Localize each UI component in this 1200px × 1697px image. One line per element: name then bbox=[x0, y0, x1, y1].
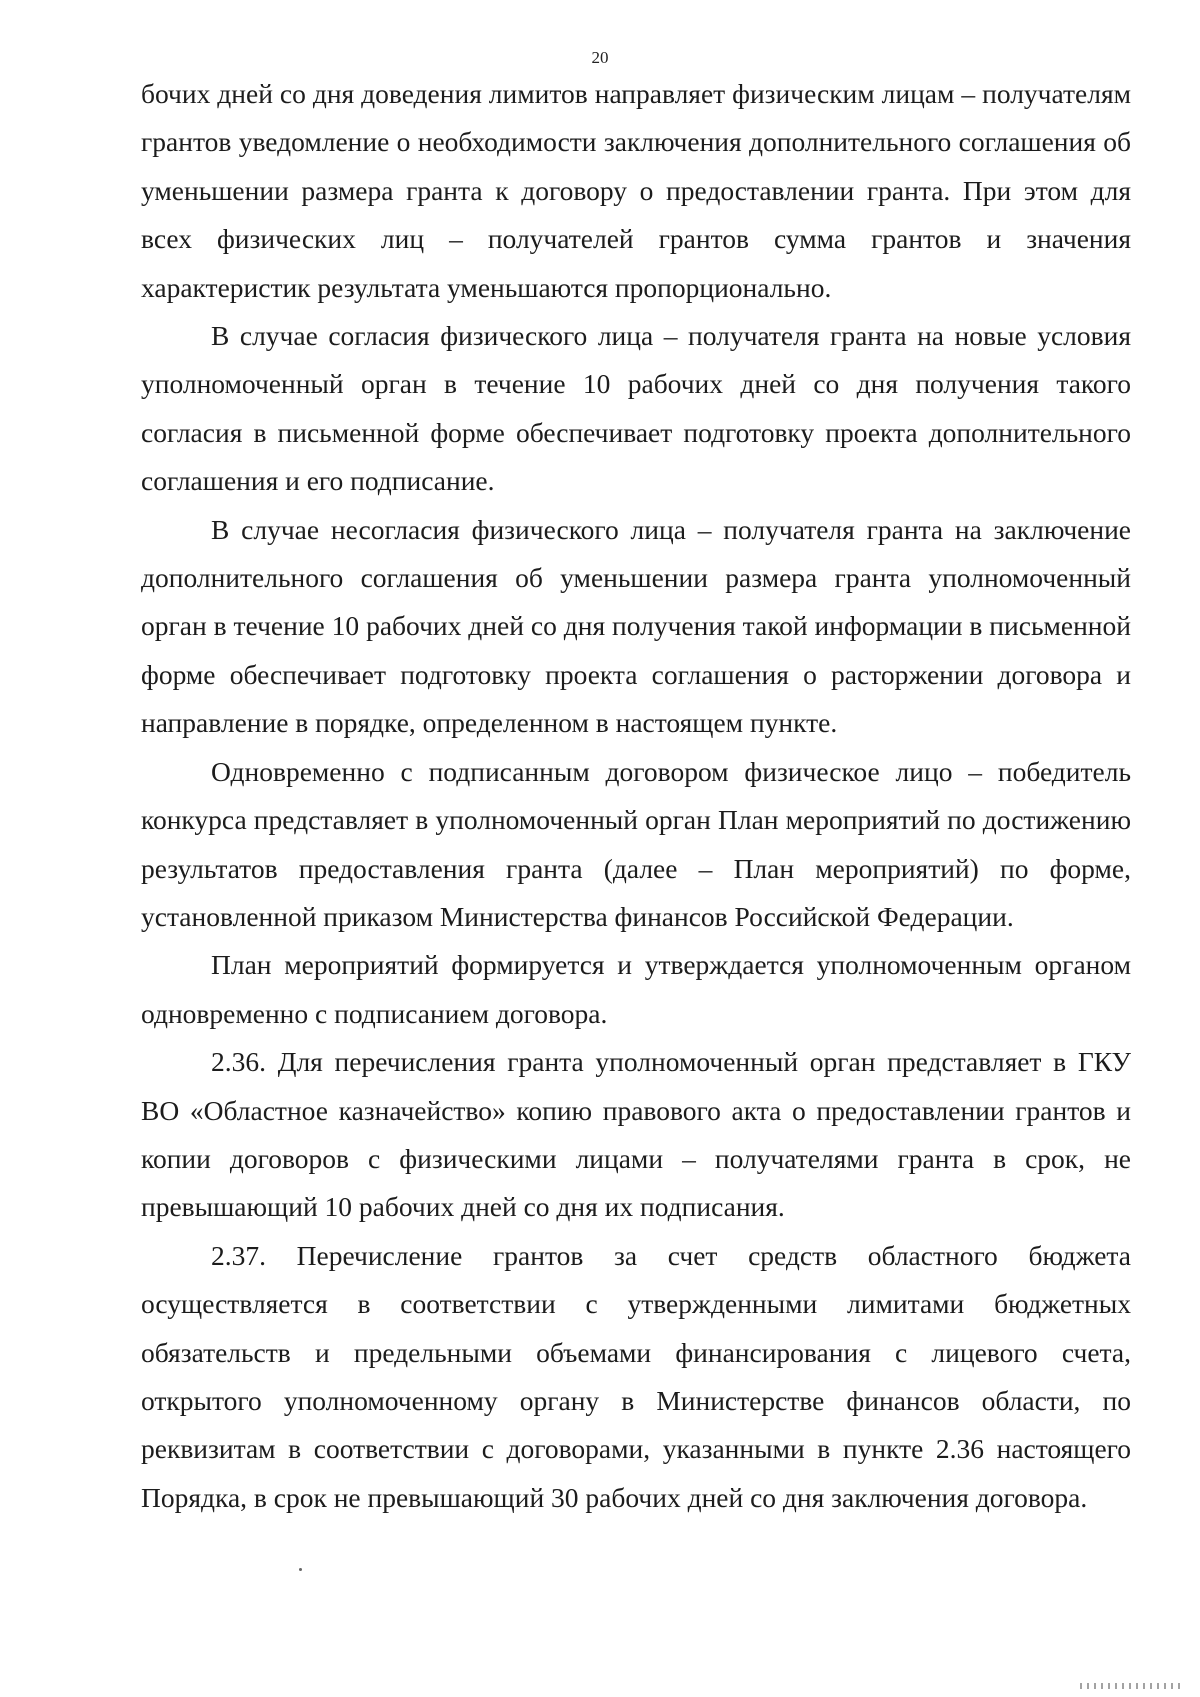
page-number: 20 bbox=[591, 48, 609, 67]
scan-edge-noise bbox=[1080, 1683, 1180, 1689]
paragraph-non-consent: В случае несогласия физического лица – получателя гранта на заключение дополнительного соглашения об уменьшении размера гранта уполномоченный орган в течение 10 рабочих дней со дня получения такой информации в письменной форме обеспечивает подготовку проекта соглашения о расторжении договора и направление в порядке, определенном в настоящем пункте. bbox=[141, 513, 1131, 739]
paragraph-continuation: бочих дней со дня доведения лимитов направляет физическим лицам – получателям грантов уведомление о необходимости заключения дополнительного соглашения об уменьшении размера гранта к договору о предоставлении гранта. При этом для всех физических лиц – получателей грантов сумма грантов и значения характеристик результата уменьшаются пропорционально. bbox=[141, 78, 1131, 303]
paragraph-clause-2-36: 2.36. Для перечисления гранта уполномоченный орган представляет в ГКУ ВО «Областное казначейство» копию правового акта о предоставлении грантов и копии договоров с физическими лицами – получателями гранта в срок, не превышающий 10 рабочих дней со дня их подписания. bbox=[141, 1046, 1131, 1223]
paragraph-consent: В случае согласия физического лица – получателя гранта на новые условия уполномоченный орган в течение 10 рабочих дней со дня получения такого согласия в письменной форме обеспечивает подготовку проекта дополнительного соглашения и его подписание. bbox=[141, 320, 1131, 497]
scan-dot bbox=[299, 1568, 302, 1571]
paragraph-clause-2-37: 2.37. Перечисление грантов за счет средств областного бюджета осуществляется в соответствии с утвержденными лимитами бюджетных обязательств и предельными объемами финансирования с лицевого счета, открытого уполномоченному органу в Министерстве финансов области, по реквизитам в соответствии с договорами, указанными в пункте 2.36 настоящего Порядка, в срок не превышающий 30 рабочих дней со дня заключения договора. bbox=[141, 1239, 1131, 1513]
paragraph-action-plan: Одновременно с подписанным договором физическое лицо – победитель конкурса представляет в уполномоченный орган План мероприятий по достижению результатов предоставления гранта (далее – План мероприятий) по форме, установленной приказом Министерства финансов Российской Федерации. bbox=[141, 755, 1131, 932]
paragraph-plan-approval: План мероприятий формируется и утверждается уполномоченным органом одновременно с подписанием договора. bbox=[141, 949, 1131, 1029]
document-body bbox=[141, 70, 1131, 1522]
